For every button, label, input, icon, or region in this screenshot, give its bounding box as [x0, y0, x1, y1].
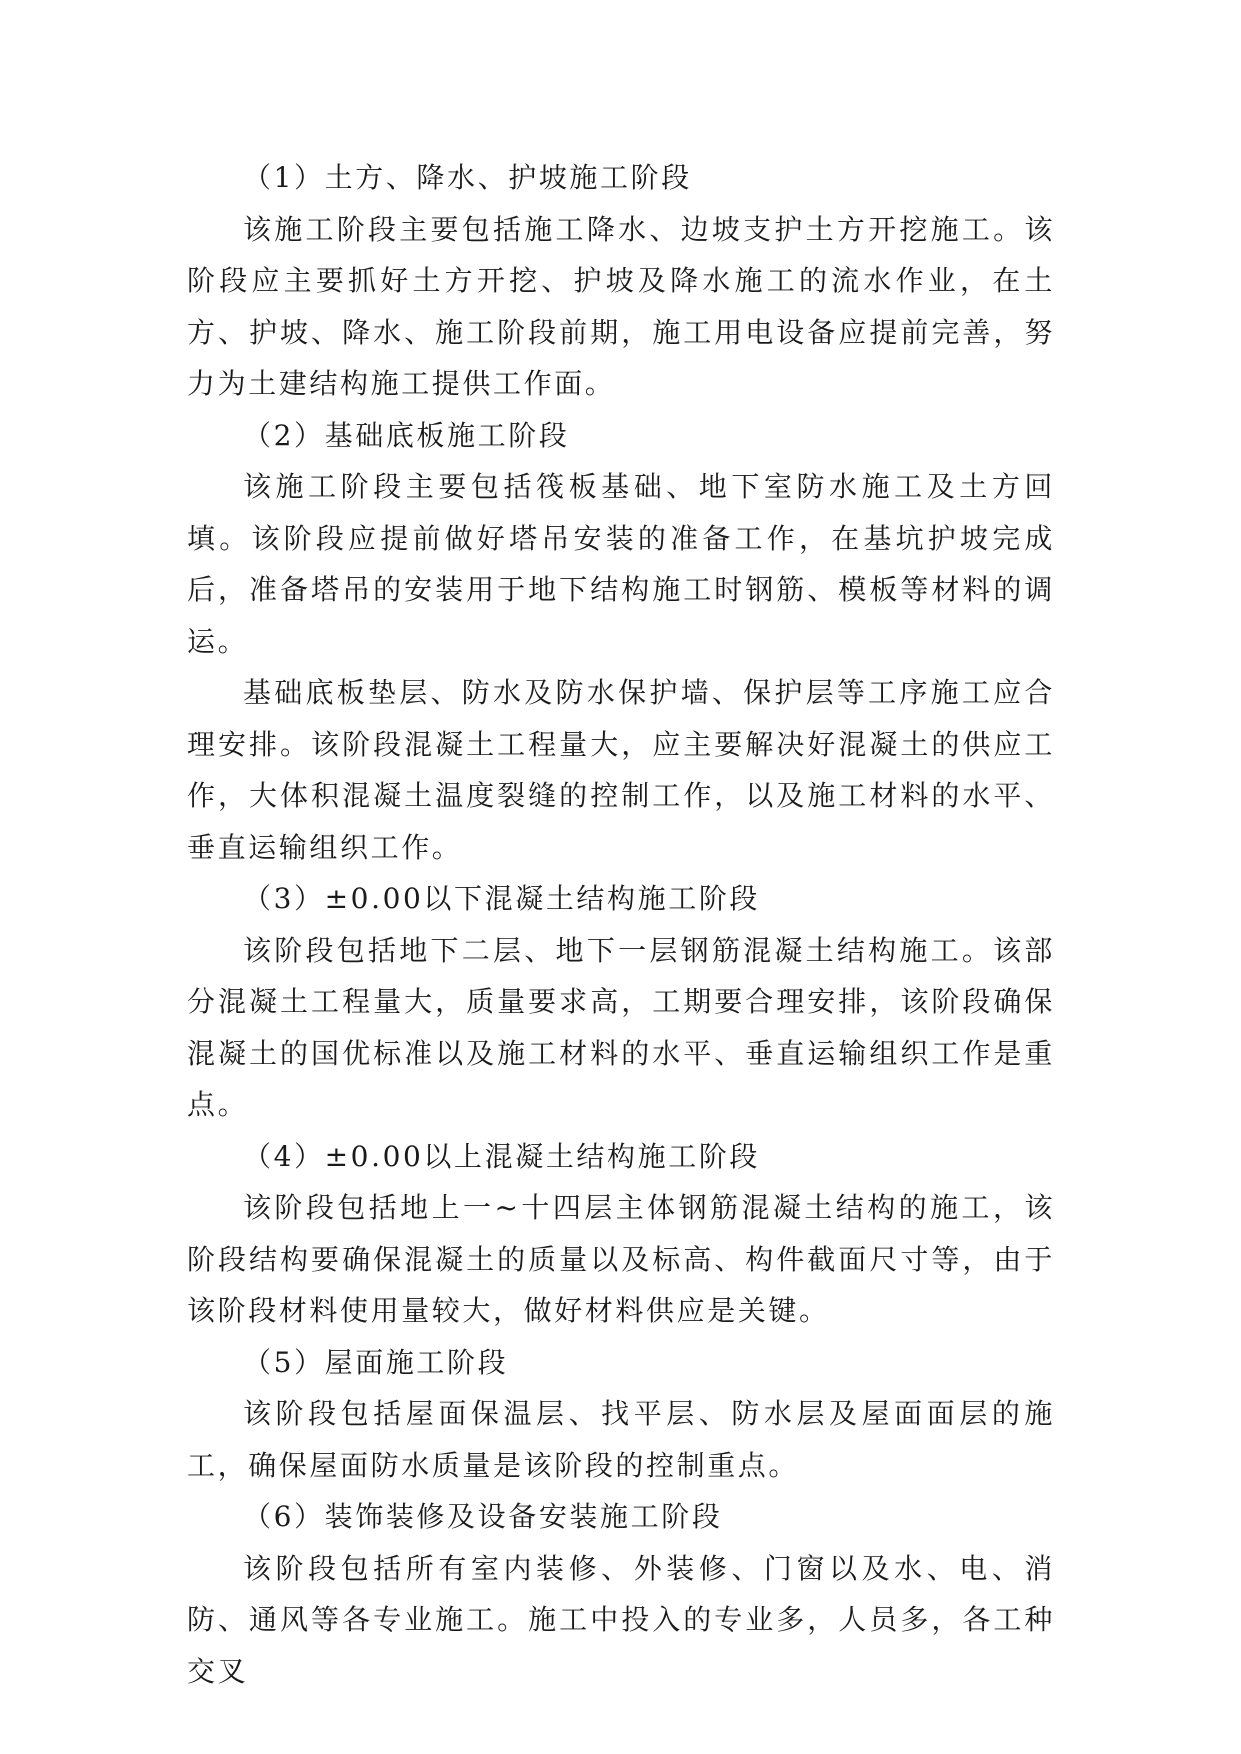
- section-4: [187, 1131, 1055, 1337]
- section-heading: （4）±0.00以上混凝土结构施工阶段: [243, 1139, 761, 1173]
- paragraph: 该阶段包括地下二层、地下一层钢筋混凝土结构施工。该部分混凝土工程量大，质量要求高，工期要合理安排，该阶段确保混凝土的国优标准以及施工材料的水平、垂直运输组织工作是重点。: [187, 933, 1055, 1121]
- paragraph: 该施工阶段主要包括施工降水、边坡支护土方开挖施工。该阶段应主要抓好土方开挖、护坡及降水施工的流水作业，在土方、护坡、降水、施工阶段前期，施工用电设备应提前完善，努力为土建结构施工提供工作面。: [187, 212, 1055, 400]
- section-heading: （5）屋面施工阶段: [243, 1345, 509, 1379]
- section-heading: （2）基础底板施工阶段: [243, 418, 570, 452]
- section-heading: （1）土方、降水、护坡施工阶段: [243, 161, 692, 194]
- section-2: [187, 410, 1055, 874]
- paragraph: 该施工阶段主要包括筏板基础、地下室防水施工及土方回填。该阶段应提前做好塔吊安装的准备工作，在基坑护坡完成后，准备塔吊的安装用于地下结构施工时钢筋、模板等材料的调运。: [187, 470, 1055, 658]
- section-3: [187, 873, 1055, 1131]
- section-heading: （6）装饰装修及设备安装施工阶段: [243, 1500, 723, 1533]
- document-body: [187, 152, 1055, 1697]
- paragraph: 该阶段包括所有室内装修、外装修、门窗以及水、电、消防、通风等各专业施工。施工中投入的专业多，人员多，各工种交叉: [187, 1551, 1055, 1688]
- paragraph: 该阶段包括屋面保温层、找平层、防水层及屋面面层的施工，确保屋面防水质量是该阶段的控制重点。: [187, 1397, 1055, 1482]
- paragraph: 基础底板垫层、防水及防水保护墙、保护层等工序施工应合理安排。该阶段混凝土工程量大，应主要解决好混凝土的供应工作，大体积混凝土温度裂缝的控制工作，以及施工材料的水平、垂直运输组织工作。: [187, 676, 1055, 864]
- paragraph: 该阶段包括地上一~十四层主体钢筋混凝土结构的施工，该阶段结构要确保混凝土的质量以及标高、构件截面尺寸等，由于该阶段材料使用量较大，做好材料供应是关键。: [187, 1191, 1055, 1327]
- section-1: [187, 152, 1055, 410]
- section-6: [187, 1491, 1055, 1697]
- section-heading: （3）±0.00以下混凝土结构施工阶段: [243, 882, 761, 915]
- section-5: [187, 1337, 1055, 1492]
